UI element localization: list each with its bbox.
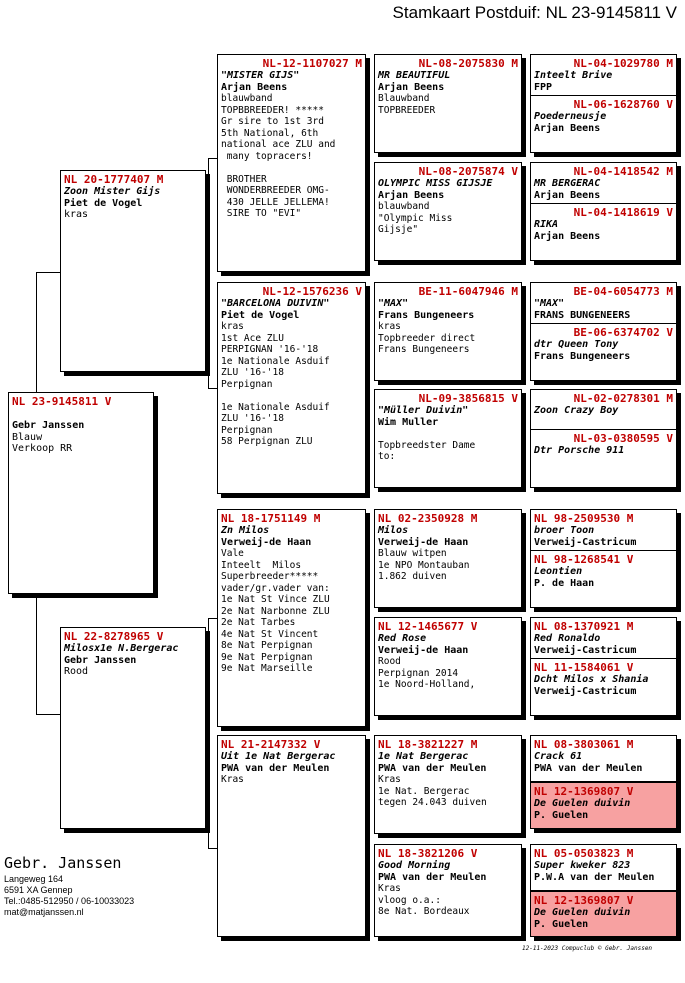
- ring-number: NL 18-3821227 M: [378, 738, 478, 751]
- notes: kras 1st Ace ZLU PERPIGNAN '16-'18 1e Nationale Asduif ZLU '16-'18 Perpignan 1e Nationale Asduif ZLU '16-'18 Perpignan 58 Perpignan ZLU: [221, 321, 330, 447]
- pigeon-name: "MISTER GIJS": [221, 70, 300, 81]
- pigeon-name: Zoon Mister Gijs: [64, 186, 161, 197]
- owner: P. Guelen: [534, 809, 589, 821]
- ring-number: NL 98-2509530 M: [534, 512, 634, 525]
- great-grandparent-card: [374, 162, 522, 261]
- ancestor-pair-card: [530, 162, 677, 261]
- ancestor-highlight-card: [530, 782, 677, 829]
- grandparent-card: [217, 282, 366, 494]
- ring-number: NL 12-1369807 V: [534, 894, 634, 907]
- ring-number: NL 02-2350928 M: [378, 512, 478, 525]
- owner: Arjan Beens: [378, 189, 445, 201]
- grandparent-card: [217, 509, 366, 727]
- grandparent-card: [217, 735, 366, 937]
- great-grandparent-card: [374, 509, 522, 608]
- ring-number: NL-04-1418542 M: [573, 165, 673, 178]
- connector-line: [208, 618, 217, 619]
- ring-number: NL 08-1370921 M: [534, 620, 634, 633]
- pigeon-name: Uit 1e Nat Bergerac: [221, 751, 336, 762]
- ring-number: BE-11-6047946 M: [418, 285, 518, 298]
- breeder-info: [4, 855, 134, 918]
- owner: Piet de Vogel: [221, 309, 300, 321]
- owner: Arjan Beens: [534, 230, 601, 242]
- breeder-email: mat@matjanssen.nl: [4, 907, 84, 917]
- pigeon-name: Leontien: [534, 566, 583, 577]
- pigeon-name: De Guelen duivin: [534, 907, 631, 918]
- pigeon-name: Zn Milos: [221, 525, 270, 536]
- notes: Topbreedster Dame to:: [378, 439, 476, 462]
- ancestor-pair-card: [530, 389, 677, 488]
- owner: Verweij-Castricum: [534, 536, 637, 548]
- owner: Verweij-de Haan: [378, 536, 469, 548]
- owner: PWA van der Meulen: [221, 762, 330, 774]
- pigeon-name: MR BERGERAC: [534, 178, 601, 189]
- ring-number: NL 98-1268541 V: [534, 553, 634, 566]
- pigeon-name: Poederneusje: [534, 111, 607, 122]
- ring-number: NL 18-1751149 M: [221, 512, 321, 525]
- ancestor-pair-card: [530, 54, 677, 153]
- ancestor-pair-card: [530, 844, 677, 891]
- ring-number: NL-04-1418619 V: [573, 206, 673, 219]
- notes: blauwband TOPBBREEDER! ***** Gr sire to 1st 3rd 5th National, 6th national ace ZLU and many topracers! BROTHER WONDERBREEDER OMG- 430 JELLE JELLEMA! SIRE TO "EVI": [221, 93, 336, 219]
- pigeon-name: De Guelen duivin: [534, 798, 631, 809]
- pigeon-name: Crack 61: [534, 751, 583, 762]
- breeder-street: Langeweg 164: [4, 874, 64, 884]
- owner: PWA van der Meulen: [534, 762, 643, 774]
- grandparent-card: [217, 54, 366, 272]
- ring-number: NL 22-8278965 V: [64, 630, 164, 643]
- pigeon-name: Milos: [378, 525, 409, 536]
- pigeon-name: Dcht Milos x Shania: [534, 674, 649, 685]
- owner: Gebr Janssen: [12, 420, 85, 431]
- owner: Verweij-de Haan: [221, 536, 312, 548]
- ring-number: NL 12-1369807 V: [534, 785, 634, 798]
- pigeon-name: "Müller Duivin": [378, 405, 469, 416]
- owner: PWA van der Meulen: [378, 762, 487, 774]
- connector-line: [36, 272, 60, 273]
- breeder-city: 6591 XA Gennep: [4, 885, 73, 895]
- pigeon-name: Zoon Crazy Boy: [534, 405, 619, 416]
- connector-line: [36, 714, 60, 715]
- footer-credit: 12-11-2023 Compuclub © Gebr. Janssen: [522, 945, 653, 952]
- dam-section: [531, 203, 676, 242]
- ring-number: NL-12-1107027 M: [262, 57, 362, 70]
- ring-number: NL-08-2075830 M: [418, 57, 518, 70]
- breeder-phone: Tel.:0485-512950 / 06-10033023: [4, 896, 135, 906]
- pigeon-name: Red Ronaldo: [534, 633, 601, 644]
- great-grandparent-card: [374, 389, 522, 488]
- notes: Verkoop RR: [12, 443, 73, 454]
- ancestor-pair-card: [530, 735, 677, 782]
- owner: Frans Bungeneers: [378, 309, 475, 321]
- ring-number: NL-02-0278301 M: [573, 392, 673, 405]
- notes: Blauwband TOPBREEDER: [378, 93, 436, 116]
- pigeon-name: Milosx1e N.Bergerac: [64, 643, 179, 654]
- great-grandparent-card: [374, 735, 522, 834]
- pigeon-name: Good Morning: [378, 860, 451, 871]
- ring-number: NL 12-1465677 V: [378, 620, 478, 633]
- owner: Verweij-de Haan: [378, 644, 469, 656]
- color: Rood: [64, 666, 89, 677]
- ancestor-highlight-card: [530, 891, 677, 937]
- owner: Verweij-Castricum: [534, 685, 637, 697]
- ring-number: NL 23-9145811 V: [12, 395, 112, 408]
- owner: Frans Bungeneers: [534, 350, 631, 362]
- pigeon-name: "MAX": [378, 298, 409, 309]
- owner: Arjan Beens: [534, 122, 601, 134]
- connector-line: [208, 158, 209, 388]
- ring-number: BE-06-6374702 V: [573, 326, 673, 339]
- ring-number: NL-03-0380595 V: [573, 431, 673, 445]
- great-grandparent-card: [374, 617, 522, 716]
- great-grandparent-card: [374, 844, 522, 937]
- ring-number: NL 18-3821206 V: [378, 847, 478, 860]
- pigeon-name: dtr Queen Tony: [534, 339, 619, 350]
- ring-number: NL-06-1628760 V: [573, 98, 673, 111]
- dam-section: [531, 429, 676, 457]
- ancestor-pair-card: [530, 617, 677, 716]
- notes: Kras vloog o.a.: 8e Nat. Bordeaux: [378, 883, 470, 917]
- connector-line: [208, 388, 217, 389]
- ring-number: NL 11-1584061 V: [534, 661, 634, 674]
- dam-section: [531, 95, 676, 134]
- color: kras: [64, 209, 89, 220]
- notes: Kras 1e Nat. Bergerac tegen 24.043 duiven: [378, 774, 487, 808]
- subject-card: [8, 392, 154, 594]
- owner: Arjan Beens: [221, 81, 288, 93]
- ring-number: NL-08-2075874 V: [418, 165, 518, 178]
- owner: Verweij-Castricum: [534, 644, 637, 656]
- owner: P. de Haan: [534, 577, 595, 589]
- owner: P.W.A van der Meulen: [534, 871, 655, 883]
- notes: kras Topbreeder direct Frans Bungeneers: [378, 321, 476, 355]
- pigeon-name: Red Rose: [378, 633, 427, 644]
- mother-card: [60, 627, 206, 829]
- pigeon-name: "BARCELONA DUIVIN": [221, 298, 330, 309]
- owner: FRANS BUNGENEERS: [534, 309, 631, 321]
- dam-section: [531, 323, 676, 362]
- ring-number: NL-12-1576236 V: [262, 285, 362, 298]
- pigeon-name: "MAX": [534, 298, 565, 309]
- ring-number: NL 21-2147332 V: [221, 738, 321, 751]
- owner: Arjan Beens: [534, 189, 601, 201]
- pigeon-name: MR BEAUTIFUL: [378, 70, 451, 81]
- pigeon-name: Super kweker 823: [534, 860, 631, 871]
- notes: Blauw witpen 1e NPO Montauban 1.862 duiven: [378, 548, 470, 582]
- connector-line: [208, 848, 217, 849]
- connector-line: [208, 618, 209, 848]
- great-grandparent-card: [374, 282, 522, 381]
- ancestor-pair-card: [530, 282, 677, 381]
- ring-number: NL 20-1777407 M: [64, 173, 164, 186]
- ring-number: NL 08-3803061 M: [534, 738, 634, 751]
- pigeon-name: broer Toon: [534, 525, 595, 536]
- pigeon-name: Inteelt Brive: [534, 70, 613, 81]
- owner: P. Guelen: [534, 918, 589, 930]
- pigeon-name: Dtr Porsche 911: [534, 444, 625, 456]
- owner: Gebr Janssen: [64, 654, 137, 666]
- pigeon-name: OLYMPIC MISS GIJSJE: [378, 178, 493, 189]
- ring-number: NL-04-1029780 M: [573, 57, 673, 70]
- father-card: [60, 170, 206, 372]
- breeder-name: Gebr. Janssen: [4, 854, 122, 872]
- ring-number: NL-09-3856815 V: [418, 392, 518, 405]
- owner: FPP: [534, 81, 553, 93]
- ring-number: BE-04-6054773 M: [573, 285, 673, 298]
- pigeon-name: 1e Nat Bergerac: [378, 751, 469, 762]
- notes: Vale Inteelt Milos Superbreeder***** vader/gr.vader van: 1e Nat St Vince ZLU 2e Nat Narbonne ZLU 2e Nat Tarbes 4e Nat St Vincent 8e Nat Perpignan 9e Nat Perpignan 9e Nat Marseille: [221, 548, 330, 674]
- connector-line: [208, 158, 217, 159]
- owner: Piet de Vogel: [64, 197, 143, 209]
- dam-section: [531, 550, 676, 589]
- owner: Wim Muller: [378, 416, 439, 428]
- owner: Arjan Beens: [378, 81, 445, 93]
- notes: blauwband "Olympic Miss Gijsje": [378, 201, 453, 235]
- notes: Rood Perpignan 2014 1e Noord-Holland,: [378, 656, 476, 690]
- ring-number: NL 05-0503823 M: [534, 847, 634, 860]
- color: Blauw: [12, 431, 43, 443]
- page-title: Stamkaart Postduif: NL 23-9145811 V: [392, 3, 677, 22]
- notes: Kras: [221, 774, 244, 785]
- great-grandparent-card: [374, 54, 522, 153]
- pigeon-name: RIKA: [534, 219, 559, 230]
- dam-section: [531, 658, 676, 697]
- ancestor-pair-card: [530, 509, 677, 608]
- owner: PWA van der Meulen: [378, 871, 487, 883]
